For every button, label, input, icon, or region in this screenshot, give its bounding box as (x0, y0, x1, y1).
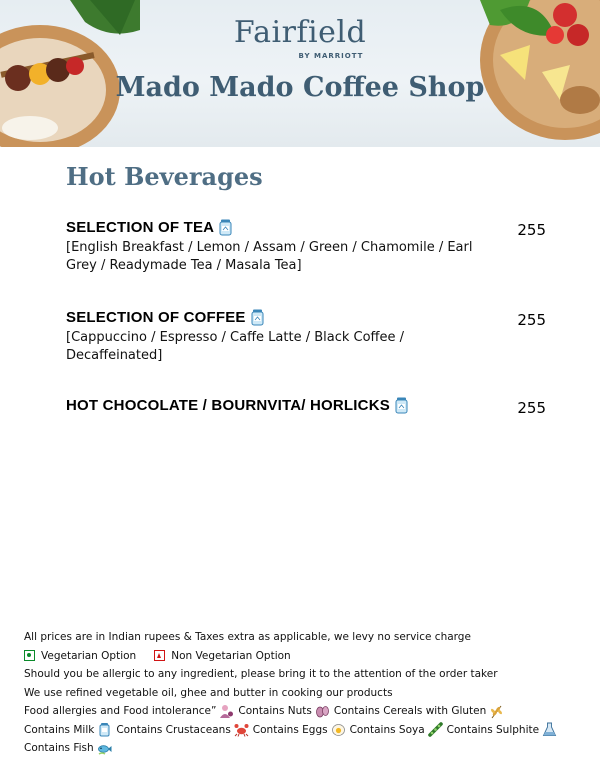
menu-item-price: 255 (517, 311, 546, 329)
header-banner (0, 0, 600, 147)
crustaceans-label: Contains Crustaceans (116, 723, 231, 736)
nonveg-label: Non Vegetarian Option (171, 649, 291, 662)
fish-label: Contains Fish (24, 742, 94, 754)
brand-logo: Fairfield (233, 15, 367, 50)
section-title: Hot Beverages (66, 162, 263, 191)
menu-item (66, 397, 546, 417)
menu-item-price: 255 (517, 399, 546, 417)
menu-item-name: HOT CHOCOLATE / BOURNVITA/ HORLICKS (66, 397, 390, 414)
veg-label: Vegetarian Option (41, 649, 137, 662)
menu-item-price: 255 (517, 221, 546, 239)
diet-legend (24, 647, 584, 666)
menu-item-name-row (66, 219, 546, 236)
menu-item-name: SELECTION OF TEA (66, 219, 215, 236)
menu-item (66, 219, 546, 275)
food-allergy-label: Food allergies and Food intolerance” (24, 705, 217, 717)
nuts-icon (315, 704, 330, 719)
menu-item-name: SELECTION OF COFFEE (66, 309, 246, 326)
gluten-label: Contains Cereals with Gluten (333, 705, 487, 717)
fish-icon (97, 741, 112, 756)
milk-icon (97, 722, 112, 737)
menu-item-description: [English Breakfast / Lemon / Assam / Green / Chamomile / Earl Grey / Readymade Tea / Masala Tea] (66, 240, 473, 273)
soya-icon (428, 722, 443, 737)
vegetarian-icon (24, 650, 35, 661)
allergy-note: Should you be allergic to any ingredient, please bring it to the attention of the order taker (24, 668, 498, 680)
footer-legend (24, 628, 584, 758)
wheat-icon (489, 704, 504, 719)
prices-note: All prices are in Indian rupees & Taxes extra as applicable, we levy no service charge (24, 631, 471, 643)
allergen-legend-row-1 (24, 702, 584, 721)
sulphite-label: Contains Sulphite (446, 723, 540, 736)
sulphite-flask-icon (542, 722, 557, 737)
allergy-person-icon (219, 704, 234, 719)
shop-title: Mado Mado Coffee Shop (115, 72, 485, 103)
oil-note: We use refined vegetable oil, ghee and butter in cooking our products (24, 686, 393, 699)
nuts-label: Contains Nuts (238, 705, 312, 717)
menu-item-description: [Cappuccino / Espresso / Caffe Latte / Black Coffee / Decaffeinated] (66, 330, 405, 363)
milk-icon (219, 219, 232, 236)
egg-icon (331, 722, 346, 737)
allergen-legend-row-3 (24, 739, 584, 758)
milk-label: Contains Milk (24, 723, 95, 736)
soya-label: Contains Soya (349, 723, 425, 736)
menu-item-name-row (66, 309, 546, 326)
menu-item-name-row (66, 397, 546, 414)
allergen-legend-row-2 (24, 721, 584, 740)
eggs-label: Contains Eggs (252, 723, 328, 736)
crab-icon (234, 722, 249, 737)
brand-sub: BY MARRIOTT (298, 52, 364, 60)
menu-item (66, 309, 546, 365)
milk-icon (251, 309, 264, 326)
milk-icon (395, 397, 408, 414)
non-vegetarian-icon (154, 650, 165, 661)
